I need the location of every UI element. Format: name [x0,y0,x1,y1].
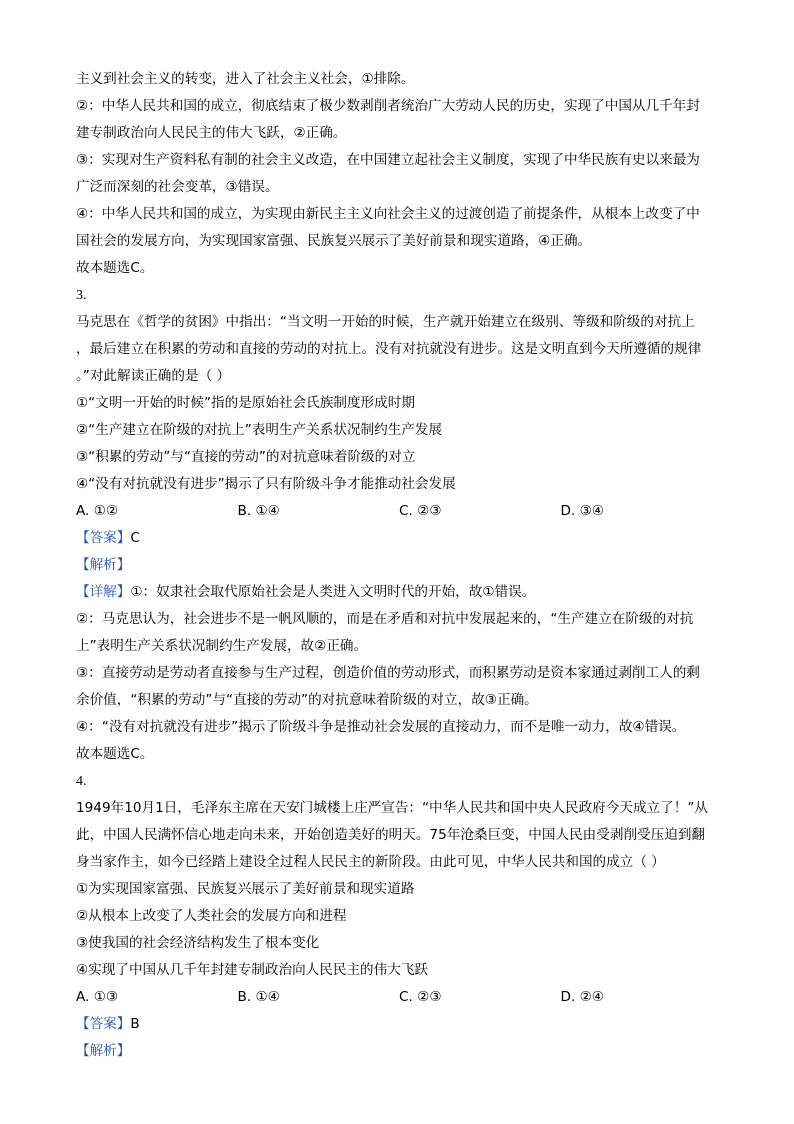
question-number: 4. [76,774,87,789]
detail-line: ③：直接劳动是劳动者直接参与生产过程，创造价值的劳动形式，而积累劳动是资本家通过剥削工人的剩 [76,665,700,681]
option-c: C. ②③ [399,503,442,519]
statement-item: ②“生产建立在阶级的对抗上”表明生产关系状况制约生产发展 [76,422,443,438]
statement-item: ④“没有对抗就没有进步”揭示了只有阶级斗争才能推动社会发展 [76,476,456,492]
paragraph-line: 建专制政治向人民民主的伟大飞跃，②正确。 [76,125,347,141]
conclusion-line: 故本题选C。 [76,746,154,762]
statement-item: ①“文明一开始的时候”指的是原始社会氏族制度形成时期 [76,395,415,411]
paragraph-line: ②：中华人民共和国的成立，彻底结束了极少数剥削者统治广大劳动人民的历史，实现了中国从几千年封 [76,98,700,114]
question-stem-line: 此，中国人民满怀信心地走向未来，开始创造美好的明天。75年沧桑巨变，中国人民由受剥削受压迫到翻 [76,827,706,843]
analysis-line [76,552,722,579]
answer-value: B [130,1016,140,1032]
option-c: C. ②③ [399,989,442,1005]
answer-options [76,984,722,1011]
question-4 [76,768,722,1065]
analysis-line [76,1038,722,1065]
option-b: B. ①④ [237,503,280,519]
question-stem-line: 1949年10月1日，毛泽东主席在天安门城楼上庄严宣告：“中华人民共和国中央人民政府今天成立了！”从 [76,800,708,816]
document-page [76,66,722,1065]
option-a: A. ①③ [76,989,119,1005]
paragraph-line: 主义到社会主义的转变，进入了社会主义社会，①排除。 [76,71,415,87]
question-stem-line: 。”对此解读正确的是（ ） [76,368,231,384]
answer-tag: 【答案】 [76,530,131,546]
option-b: B. ①④ [237,989,280,1005]
detail-tag: 【详解】 [76,584,131,600]
option-d: D. ③④ [560,503,604,519]
question-stem-line: 身当家作主，如今已经踏上建设全过程人民民主的新阶段。由此可见，中华人民共和国的成立（ ） [76,854,665,870]
statement-item: ③“积累的劳动”与“直接的劳动”的对抗意味着阶级的对立 [76,449,416,465]
statement-item: ②从根本上改变了人类社会的发展方向和进程 [76,908,347,924]
question-stem-line: ，最后建立在积累的劳动和直接的劳动的对抗上。没有对抗就没有进步。这是文明直到今天所遵循的规律 [76,341,702,357]
paragraph-line: ③：实现对生产资料私有制的社会主义改造，在中国建立起社会主义制度，实现了中华民族有史以来最为 [76,152,700,168]
analysis-tag: 【解析】 [76,557,131,573]
answer-tag: 【答案】 [76,1016,131,1032]
answer-options [76,498,722,525]
detail-line: ②：马克思认为，社会进步不是一帆风顺的，而是在矛盾和对抗中发展起来的，“生产建立在阶级的对抗 [76,611,694,627]
option-d: D. ②④ [560,989,604,1005]
answer-line [76,1011,722,1038]
paragraph-line: 广泛而深刻的社会变革，③错误。 [76,179,279,195]
paragraph-line: ④：中华人民共和国的成立，为实现由新民主主义向社会主义的过渡创造了前提条件，从根本上改变了中 [76,206,700,222]
paragraph-line: 国社会的发展方向，为实现国家富强、民族复兴展示了美好前景和现实道路，④正确。 [76,233,592,249]
detail-line [76,579,722,606]
question-number: 3. [76,288,87,303]
statement-item: ④实现了中国从几千年封建专制政治向人民民主的伟大飞跃 [76,962,429,978]
statement-item: ①为实现国家富强、民族复兴展示了美好前景和现实道路 [76,881,415,897]
detail-line: ④：“没有对抗就没有进步”揭示了阶级斗争是推动社会发展的直接动力，而不是唯一动力，故④错误。 [76,719,686,735]
answer-value: C [130,530,140,546]
detail-text: ①：奴隶社会取代原始社会是人类进入文明时代的开始，故①错误。 [130,584,536,600]
question-3 [76,282,722,768]
question-stem-line: 马克思在《哲学的贫困》中指出：“当文明一开始的时候，生产就开始建立在级别、等级和阶级的对抗上 [76,314,695,330]
q2-analysis-continued [76,66,722,282]
conclusion-line: 故本题选C。 [76,260,154,276]
statement-item: ③使我国的社会经济结构发生了根本变化 [76,935,320,951]
detail-line: 余价值，“积累的劳动”与“直接的劳动”的对抗意味着阶级的对立，故③正确。 [76,692,538,708]
detail-line: 上”表明生产关系状况制约生产发展，故②正确。 [76,638,368,654]
answer-line [76,525,722,552]
option-a: A. ①② [76,503,119,519]
analysis-tag: 【解析】 [76,1043,131,1059]
